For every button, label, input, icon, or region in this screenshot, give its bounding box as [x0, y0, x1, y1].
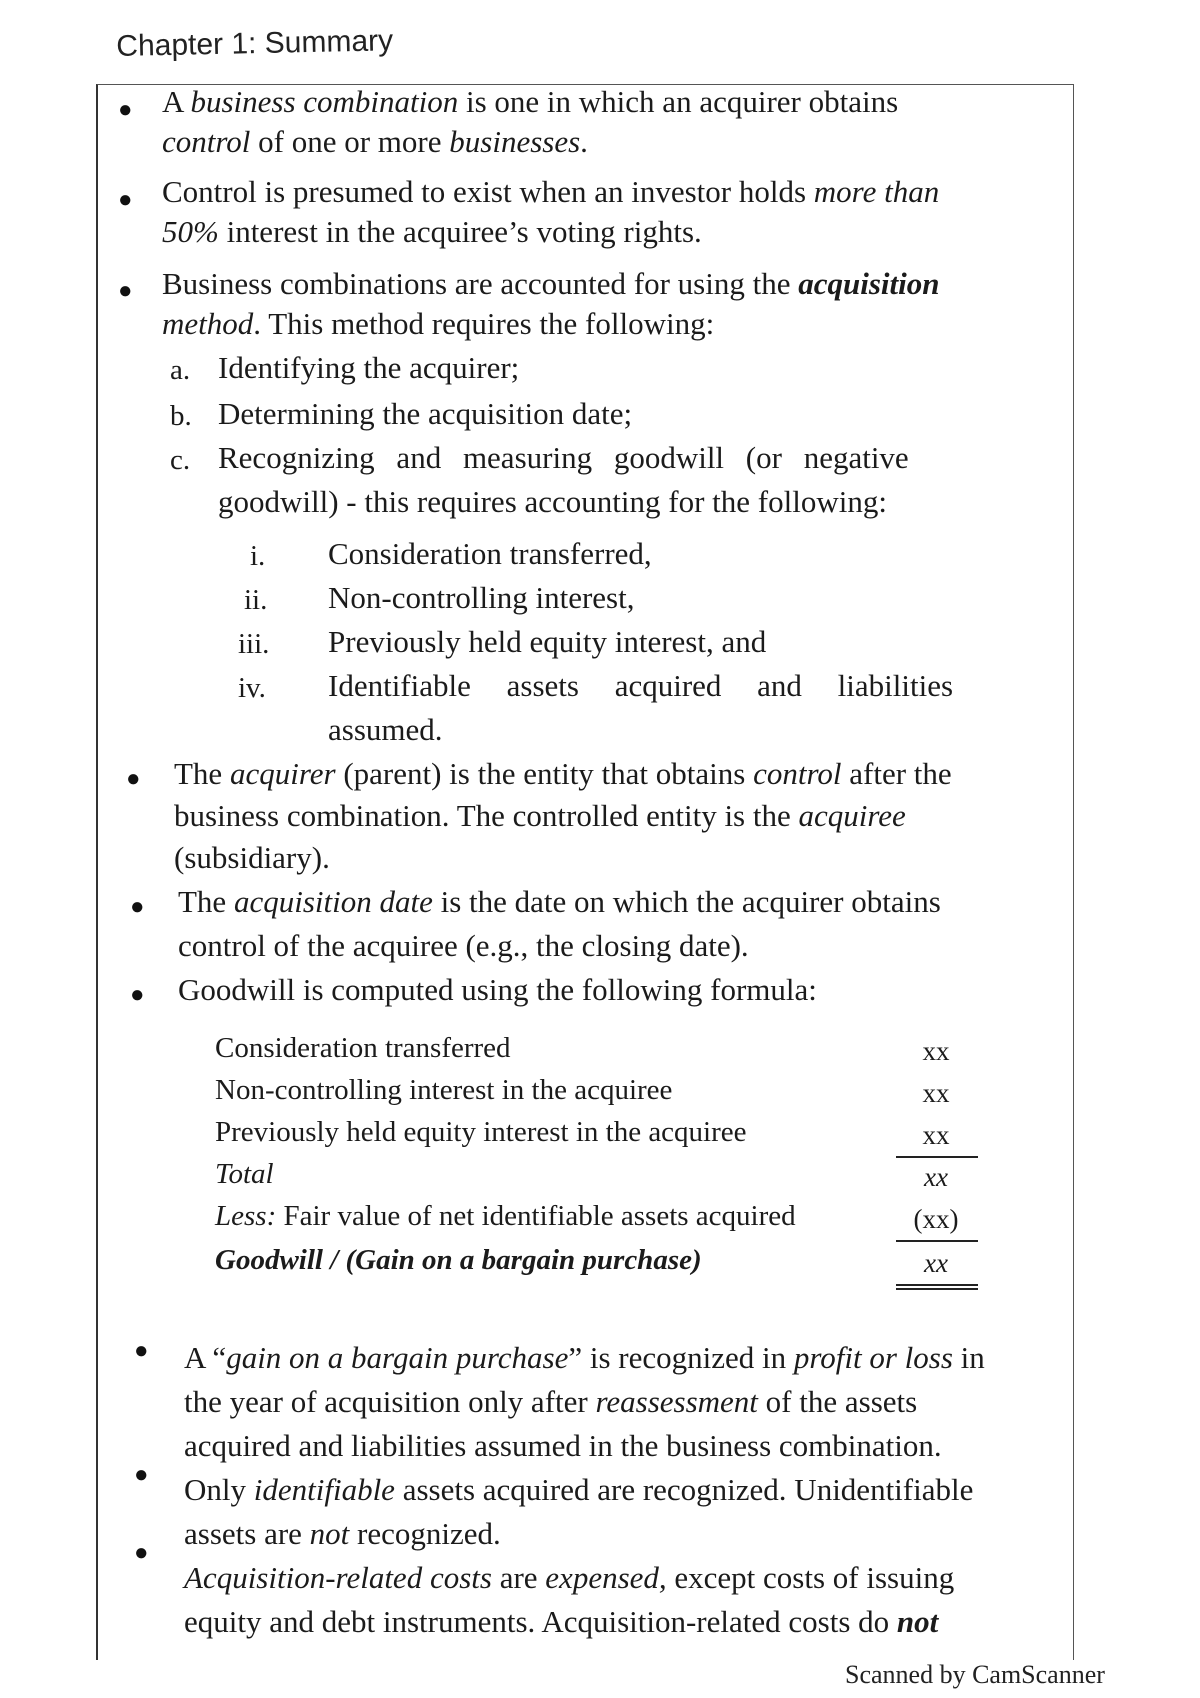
bullet-8-line-2: assets are not recognized. — [184, 1516, 501, 1551]
bullet-marker: ● — [130, 982, 145, 1008]
bullet-5-line-1: The acquisition date is the date on which the acquirer obtains — [178, 884, 941, 919]
item-marker: ii. — [244, 584, 268, 616]
bullet-marker: ● — [118, 278, 133, 304]
step-marker: c. — [170, 444, 191, 476]
bullet-3-line-1: Business combinations are accounted for using the acquisition — [162, 266, 940, 301]
step-text: Recognizing and measuring goodwill (or negative — [218, 440, 909, 475]
bullet-marker: ● — [134, 1540, 149, 1566]
bullet-3-line-2: method. This method requires the following: — [162, 306, 715, 341]
bullet-7-line-1: A “gain on a bargain purchase” is recognized in profit or loss in — [184, 1340, 985, 1375]
bullet-marker: ● — [130, 894, 145, 920]
item-text-continued: assumed. — [328, 712, 443, 747]
bullet-1-line-2: control of one or more businesses. — [162, 124, 588, 159]
step-text-continued: goodwill) - this requires accounting for the following: — [218, 484, 887, 519]
formula-label: Total — [215, 1158, 274, 1190]
scanner-watermark: Scanned by CamScanner — [845, 1660, 1105, 1689]
bullet-8-line-1: Only identifiable assets acquired are recognized. Unidentifiable — [184, 1472, 974, 1507]
bullet-4-line-3: (subsidiary). — [174, 840, 330, 875]
total-double-rule — [896, 1284, 978, 1290]
formula-value: (xx) — [913, 1204, 959, 1234]
item-text: Non-controlling interest, — [328, 580, 635, 615]
bullet-7-line-2: the year of acquisition only after reassessment of the assets — [184, 1384, 918, 1419]
item-marker: i. — [250, 540, 266, 572]
item-text: Previously held equity interest, and — [328, 624, 767, 659]
step-text: Identifying the acquirer; — [218, 350, 520, 385]
formula-value: xx — [922, 1078, 950, 1108]
step-text: Determining the acquisition date; — [218, 396, 633, 431]
bullet-marker: ● — [118, 97, 133, 123]
bullet-2-line-2: 50% interest in the acquiree’s voting rights. — [162, 214, 702, 249]
subtotal-rule — [896, 1240, 978, 1242]
step-marker: b. — [170, 400, 192, 432]
bullet-1-line-1: A business combination is one in which an acquirer obtains — [162, 84, 899, 119]
bullet-2-line-1: Control is presumed to exist when an investor holds more than — [162, 174, 940, 209]
bullet-marker: ● — [118, 187, 133, 213]
formula-value: xx — [924, 1162, 948, 1192]
bullet-4-line-1: The acquirer (parent) is the entity that obtains control after the — [174, 756, 952, 791]
bullet-9-line-1: Acquisition-related costs are expensed, except costs of issuing — [184, 1560, 955, 1595]
bullet-7-line-3: acquired and liabilities assumed in the business combination. — [184, 1428, 942, 1463]
bullet-5-line-2: control of the acquiree (e.g., the closing date). — [178, 928, 749, 963]
formula-value: xx — [922, 1120, 950, 1150]
formula-value: xx — [924, 1248, 948, 1278]
bullet-6-line-1: Goodwill is computed using the following formula: — [178, 972, 817, 1007]
bullet-4-line-2: business combination. The controlled entity is the acquiree — [174, 798, 906, 833]
formula-label: Non-controlling interest in the acquiree — [215, 1074, 673, 1106]
formula-value: xx — [922, 1036, 950, 1066]
subtotal-rule — [896, 1156, 978, 1158]
formula-label: Less: Fair value of net identifiable assets acquired — [215, 1200, 796, 1232]
bullet-marker: ● — [134, 1462, 149, 1488]
step-marker: a. — [170, 354, 191, 386]
formula-label: Consideration transferred — [215, 1032, 511, 1064]
item-marker: iii. — [238, 628, 270, 660]
formula-label: Goodwill / (Gain on a bargain purchase) — [215, 1244, 702, 1276]
item-text: Consideration transferred, — [328, 536, 652, 571]
bullet-marker: ● — [126, 766, 141, 792]
formula-label: Previously held equity interest in the acquiree — [215, 1116, 747, 1148]
bullet-marker: ● — [134, 1338, 149, 1364]
bullet-9-line-2: equity and debt instruments. Acquisition-related costs do not — [184, 1604, 939, 1639]
page-title: Chapter 1: Summary — [116, 24, 394, 63]
item-text: Identifiable assets acquired and liabilities — [328, 668, 954, 703]
item-marker: iv. — [238, 672, 266, 704]
